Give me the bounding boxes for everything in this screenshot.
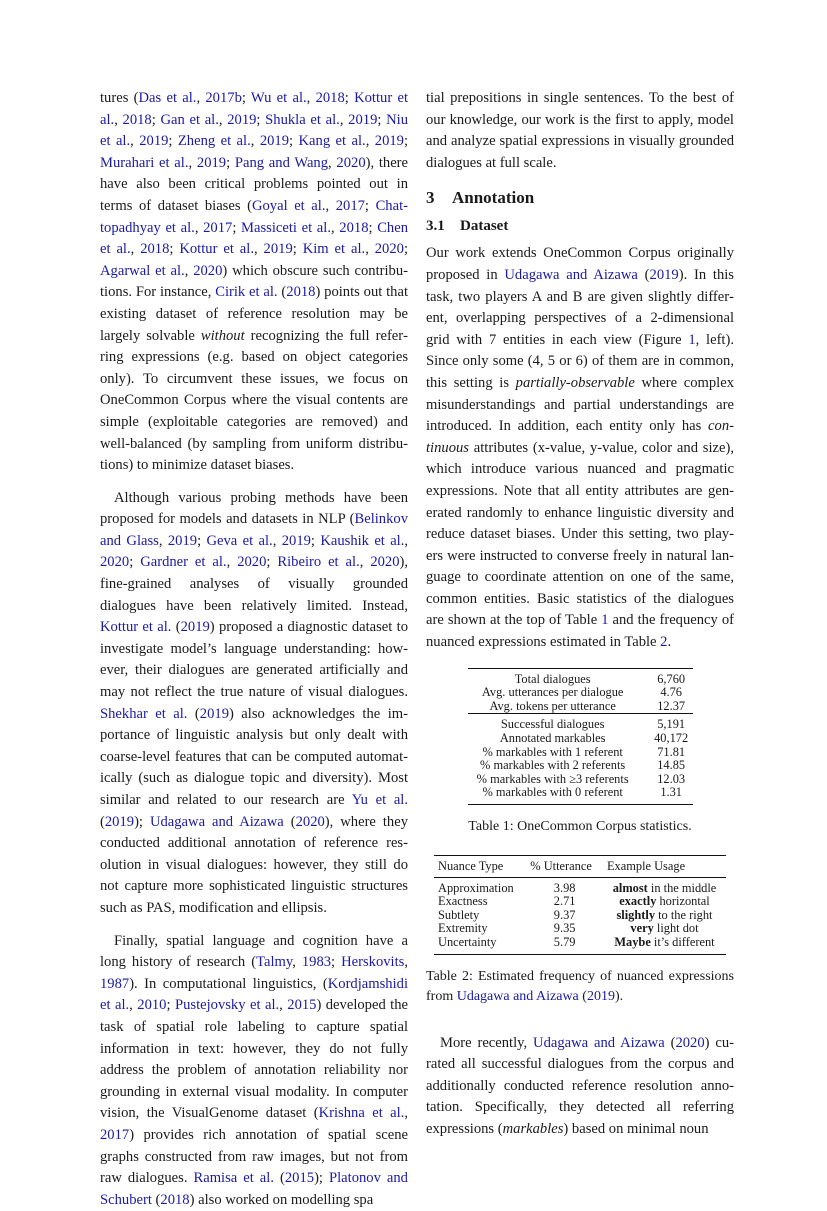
body-text: ) points out that existing dataset of reference resolution may be largely solvable — [100, 284, 408, 344]
body-text: , — [404, 532, 409, 549]
body-text: ; — [241, 90, 251, 106]
emphasis-text: markables — [502, 1120, 564, 1137]
citation-link[interactable]: Udagawa and Aizawa — [149, 813, 284, 830]
citation-link[interactable]: Cirik et al. — [215, 284, 278, 301]
citation-link[interactable]: Murahari et al. — [100, 154, 189, 171]
body-text: ); — [314, 1170, 329, 1187]
table-row — [434, 909, 726, 923]
emphasis-text: without — [200, 327, 245, 344]
citation-link[interactable]: 2017 — [335, 197, 365, 214]
citation-link[interactable]: 2019 — [139, 133, 169, 150]
body-text: ; — [232, 219, 242, 236]
body-text: , — [158, 532, 168, 549]
subsection-number: 3.1 — [426, 218, 445, 235]
body-text: ) also worked on modelling spa — [189, 1191, 374, 1208]
citation-link[interactable]: 2020 — [295, 813, 325, 830]
citation-link[interactable]: 2020 — [100, 554, 130, 571]
nuance-type: Subtlety — [438, 907, 480, 922]
example-rest: horizontal — [656, 894, 710, 909]
body-text: ; — [168, 133, 178, 150]
citation-link[interactable]: 2 — [660, 634, 668, 651]
citation-link[interactable]: 2015 — [287, 997, 317, 1014]
table-row — [468, 700, 693, 714]
body-text: ; — [289, 133, 299, 150]
body-text: , — [226, 554, 238, 571]
citation-link[interactable]: 2019 — [180, 619, 210, 636]
utterance-pct: 5.79 — [553, 934, 576, 949]
citation-link[interactable]: 2020 — [370, 554, 400, 571]
body-text: tial prepositions in single sentences. To the best of our knowledge, our work is the first to apply, model and analyze spatial expressions in visually grounded dialogues at full scale. — [426, 90, 734, 171]
emphasis-text: partially-observable — [515, 374, 635, 391]
stat-label: Avg. tokens per utterance — [489, 698, 616, 713]
body-text: ( — [100, 813, 105, 830]
body-text: , — [188, 154, 197, 171]
body-text: ) based on minimal noun — [563, 1120, 709, 1137]
citation-link[interactable]: Kottur et al. — [179, 241, 254, 258]
citation-link[interactable]: 2020 — [374, 241, 404, 258]
body-text: ( — [283, 813, 296, 830]
citation-link[interactable]: Goyal et al. — [251, 197, 326, 214]
citation-link[interactable]: 2019 — [104, 813, 135, 830]
citation-link[interactable]: 2019 — [586, 988, 615, 1004]
nuance-frequency-table — [434, 855, 726, 955]
stat-label: % markables with 0 referent — [482, 785, 623, 800]
body-text: ( — [151, 1191, 161, 1208]
citation-link[interactable]: Chen et al. — [100, 219, 409, 258]
section-number: 3 — [426, 188, 435, 208]
nuance-type: Exactness — [438, 894, 488, 909]
stat-value: 1.31 — [660, 785, 682, 800]
subsection-title: Dataset — [460, 218, 509, 235]
stat-label: Total dialogues — [514, 671, 591, 686]
citation-link[interactable]: 2019 — [649, 266, 679, 283]
body-text: ) also acknowledges the importance of linguistic analysis but only dealt with coarse-level features that can be computed automatically (such as dialogue topic and diversity). Most similar and related to our research are — [100, 705, 408, 808]
citation-link[interactable]: Yu et al. — [351, 792, 408, 808]
body-text: ; — [151, 111, 161, 128]
body-text: ; — [292, 241, 303, 258]
paragraph-probing-methods — [100, 488, 408, 920]
body-text: ( — [171, 619, 181, 636]
citation-link[interactable]: 2020 — [675, 1034, 705, 1051]
body-text: ; — [368, 219, 378, 236]
nuance-keyword: very — [630, 921, 654, 936]
right-column — [426, 88, 734, 1141]
body-text: , — [253, 241, 264, 258]
body-text: ; — [129, 554, 141, 571]
table-2 — [426, 855, 734, 1007]
body-text: ( — [637, 266, 650, 283]
body-text: , — [218, 111, 228, 128]
citation-link[interactable]: Gardner et al. — [140, 554, 227, 571]
utterance-pct: 9.37 — [553, 907, 576, 922]
body-text: recognizing the full referring expressions (e.g. based on object categories only). To circumvent these issues, we focus on OneCommon Corpus where the visual contents are simple (exploitable categories are removed) and well-balanced (by sampling from uniform distributions) to minimize dataset biases. — [100, 327, 409, 474]
citation-link[interactable]: Kang et al. — [298, 133, 366, 150]
stat-label: Annotated markables — [499, 731, 606, 746]
paragraph-dataset — [426, 243, 734, 653]
citation-link[interactable]: 2020 — [336, 154, 366, 171]
body-text: ), fine-grained analyses of visually grounded dialogues have been relatively limited. Instead, — [100, 554, 409, 614]
stat-label: % markables with 1 referent — [482, 744, 623, 759]
citation-link[interactable]: Pang and Wang — [234, 154, 329, 171]
stat-value: 4.76 — [660, 685, 682, 700]
stat-value: 12.37 — [657, 698, 686, 713]
section-title: Annotation — [452, 188, 535, 208]
table-row — [434, 877, 726, 895]
example-usage — [603, 909, 726, 923]
body-text: ) curated all successful dialogues from the corpus and additionally conducted reference resolution annotation. Specifically, they detected all referring expressions ( — [426, 1034, 734, 1137]
body-text: where complex misunderstandings and partial understandings are introduced. In addition, each entity only has — [426, 374, 735, 435]
utterance-pct: 9.35 — [553, 921, 576, 936]
body-text: ( — [664, 1034, 676, 1051]
body-text: ; — [403, 133, 409, 150]
citation-link[interactable]: Shekhar et al. — [100, 705, 188, 722]
nuance-keyword: exactly — [619, 894, 657, 909]
body-text: , — [328, 154, 337, 171]
body-text: , — [404, 954, 408, 971]
body-text: ). — [614, 988, 624, 1004]
table-row — [468, 714, 693, 732]
table-2-caption — [426, 967, 734, 1007]
body-text: , — [330, 219, 340, 236]
body-text: ) proposed a diagnostic dataset to investigate model’s language understanding: however, their dialogues are generated artificially and may not reflect the true nature of visual dialogues. — [100, 619, 408, 701]
citation-link[interactable]: 2017b — [205, 90, 242, 106]
citation-link[interactable]: 2019 — [259, 133, 290, 150]
table-row — [468, 686, 693, 700]
example-rest: light dot — [653, 921, 699, 936]
citation-link[interactable]: 1987 — [100, 975, 130, 992]
example-usage — [603, 936, 726, 954]
citation-link[interactable]: Kaushik et al. — [320, 532, 405, 549]
body-text: attributes (x-value, y-value, color and size), which introduce various nuanced and pragmatic expressions. Note that all entity attributes are generated randomly to enhance linguistic diversity and reduce dataset biases. Under this setting, two players were instructed to converse freely in natural language to coordinate attention on one of the same, common entities. Basic statistics of the dialogues are shown at the top of Table — [426, 439, 734, 629]
body-text: , — [250, 133, 260, 150]
body-text: , — [272, 532, 282, 549]
body-text: , — [129, 997, 138, 1014]
citation-link[interactable]: Geva et al. — [206, 532, 273, 549]
table-row — [468, 668, 693, 686]
table-header-row — [434, 856, 726, 878]
body-text: ; — [166, 997, 175, 1014]
body-text: Our work extends OneCommon Corpus originally proposed in — [426, 245, 734, 283]
body-text: ; — [310, 532, 321, 549]
citation-link[interactable]: 2018 — [122, 111, 152, 128]
stat-label: % markables with 2 referents — [480, 758, 626, 773]
citation-link[interactable]: Herskovits — [341, 954, 405, 971]
citation-link[interactable]: 2018 — [339, 219, 369, 236]
citation-link[interactable]: 2019 — [348, 111, 378, 128]
stat-value: 5,191 — [638, 714, 693, 732]
citation-link[interactable]: Ribeiro et al. — [277, 554, 360, 571]
body-text: , — [130, 133, 140, 150]
example-rest: to the right — [655, 907, 713, 922]
body-text: Although various probing methods have been proposed for models and datasets in NLP ( — [100, 489, 408, 528]
body-text: Finally, spatial language and cognition have a long history of research ( — [100, 932, 408, 971]
citation-link[interactable]: Kim et al. — [302, 241, 366, 258]
citation-link[interactable]: Udagawa and Aizawa — [533, 1034, 665, 1051]
table-row — [468, 759, 693, 773]
stat-value: 12.03 — [657, 771, 686, 786]
body-text: ; — [169, 241, 180, 258]
citation-link[interactable]: 2020 — [237, 554, 267, 571]
body-text: ; — [377, 111, 387, 128]
left-column — [100, 88, 408, 1211]
citation-link[interactable]: Chattopadhyay et al. — [100, 197, 409, 236]
stat-label: Successful dialogues — [468, 714, 638, 732]
citation-link[interactable]: 2019 — [374, 133, 404, 150]
citation-link[interactable]: Talmy — [256, 954, 293, 971]
table-row — [468, 786, 693, 804]
citation-link[interactable]: Udagawa and Aizawa — [504, 266, 638, 283]
subsection-heading — [426, 215, 734, 237]
body-text: , — [404, 1105, 408, 1122]
example-usage — [603, 877, 726, 895]
table-1 — [426, 668, 734, 837]
citation-link[interactable]: 2018 — [286, 284, 316, 301]
body-text: and the frequency of nuanced expressions estimated in Table — [426, 612, 734, 651]
emphasis-text: continuous — [426, 418, 734, 456]
citation-link[interactable]: 2019 — [227, 111, 257, 128]
example-usage — [603, 922, 726, 936]
citation-link[interactable]: 1 — [688, 331, 696, 348]
citation-link[interactable]: Agarwal et al. — [100, 262, 185, 279]
body-text: ; — [256, 111, 266, 128]
paragraph-spatial-prepositions — [426, 88, 734, 174]
citation-link[interactable]: Massiceti et al. — [241, 219, 331, 236]
citation-link[interactable]: Gan et al. — [160, 111, 219, 128]
body-text: ; — [226, 154, 235, 171]
header-nuance-type: Nuance Type — [434, 856, 526, 878]
body-text: , — [114, 111, 123, 128]
body-text: ), where they conducted additional annotation of reference resolution in visual dialogues: however, they still do not capture more sophisticated linguistic structures such as PAS, modification and ellipsis. — [100, 813, 408, 916]
table-row — [468, 746, 693, 760]
example-usage — [603, 895, 726, 909]
citation-link[interactable]: 2010 — [137, 997, 167, 1014]
nuance-keyword: slightly — [616, 907, 656, 922]
citation-link[interactable]: 2019 — [196, 154, 227, 171]
body-text: , — [194, 219, 204, 236]
citation-link[interactable]: 2019 — [263, 241, 293, 258]
body-text: ). In this task, two players A and B are given slightly different, overlapping perspectives of a 2-dimensional grid with 7 entities in each view (Figure — [426, 266, 734, 348]
citation-link[interactable]: Platonov and Schubert — [100, 1170, 408, 1208]
citation-link[interactable]: Udagawa and Aizawa — [456, 988, 579, 1004]
body-text: ; — [403, 241, 408, 258]
citation-link[interactable]: 2018 — [315, 90, 345, 106]
table-row — [434, 936, 726, 954]
table-row — [468, 773, 693, 787]
body-text: ; — [266, 554, 278, 571]
table-row — [434, 895, 726, 909]
body-text: ; — [344, 90, 355, 106]
stat-value: 14.85 — [657, 758, 686, 773]
citation-link[interactable]: 2017 — [203, 219, 233, 236]
citation-link[interactable]: Kordjamshidi et al. — [100, 975, 408, 1014]
body-text: , — [339, 111, 349, 128]
body-text: ( — [277, 284, 287, 301]
body-text: ; — [197, 532, 207, 549]
citation-link[interactable]: 1 — [601, 612, 609, 629]
header-utterance-pct: % Utterance — [526, 856, 603, 878]
stat-label: Avg. utterances per dialogue — [481, 685, 624, 700]
body-text: . — [667, 634, 672, 651]
body-text: ( — [187, 705, 200, 722]
body-text: , left). Since only some (4, 5 or 6) of them are in common, this setting is — [426, 331, 734, 391]
citation-link[interactable]: 2019 — [199, 705, 229, 722]
example-rest: it’s different — [650, 934, 715, 949]
nuance-keyword: almost — [612, 880, 648, 895]
citation-link[interactable]: 2020 — [193, 262, 223, 279]
citation-link[interactable]: Shukla et al. — [265, 111, 340, 128]
body-text: , — [279, 997, 288, 1014]
stat-value: 40,172 — [654, 731, 689, 746]
body-text: , — [306, 90, 316, 106]
nuance-type: Approximation — [438, 880, 514, 895]
body-text: , — [196, 90, 206, 106]
body-text: ) provides rich annotation of spatial scene graphs constructed from raw images, but not from raw dialogues. — [100, 1126, 408, 1187]
citation-link[interactable]: Kottur et al. — [100, 90, 408, 128]
body-text: ), there have also been critical problems pointed out in terms of dataset biases ( — [100, 154, 409, 214]
header-example-usage: Example Usage — [603, 856, 726, 878]
citation-link[interactable]: Zheng et al. — [177, 133, 251, 150]
citation-link[interactable]: 1983 — [301, 954, 332, 971]
body-text: ). In computational linguistics, ( — [129, 975, 328, 992]
nuance-type: Extremity — [438, 921, 488, 936]
body-text: , — [359, 554, 371, 571]
nuance-type: Uncertainty — [438, 934, 497, 949]
citation-link[interactable]: 2019 — [167, 532, 198, 549]
table-1-caption: Table 1: OneCommon Corpus statistics. — [468, 819, 692, 834]
utterance-pct: 2.71 — [553, 894, 576, 909]
citation-link[interactable]: Ramisa et al. — [193, 1170, 274, 1187]
body-text: , — [184, 262, 194, 279]
body-text: , — [130, 241, 141, 258]
citation-link[interactable]: Das et al. — [138, 90, 197, 106]
citation-link[interactable]: Krishna et al. — [318, 1105, 405, 1122]
body-text: , — [292, 954, 302, 971]
corpus-statistics-table — [468, 668, 693, 805]
citation-link[interactable]: 2019 — [281, 532, 311, 549]
citation-link[interactable]: 2015 — [284, 1170, 315, 1187]
stat-label: % markables with ≥3 referents — [476, 771, 629, 786]
citation-link[interactable]: 2017 — [100, 1126, 130, 1143]
citation-link[interactable]: 2018 — [160, 1191, 190, 1208]
stat-value: 6,760 — [657, 671, 686, 686]
table-row — [468, 732, 693, 746]
section-heading — [426, 187, 734, 209]
body-text: ) developed the task of spatial role labeling to capture spatial information in text: however, they do not fully address the problem of annotation reliability nor grounding in external visual modality. In computer vision, the VisualGenome dataset ( — [100, 997, 409, 1122]
paragraph-related-work-1 — [100, 88, 408, 477]
example-rest: in the middle — [647, 880, 717, 895]
body-text: More recently, — [440, 1034, 534, 1051]
body-text: , — [325, 197, 336, 214]
paragraph-more-recently — [426, 1033, 734, 1141]
citation-link[interactable]: Niu et al. — [100, 111, 408, 150]
citation-link[interactable]: Kottur et al. — [100, 619, 172, 636]
body-text: ); — [134, 813, 150, 830]
body-text: ) which obscure such contributions. For instance, — [100, 262, 409, 301]
body-text: tures ( — [100, 90, 139, 106]
citation-link[interactable]: Belinkov and Glass — [100, 511, 408, 549]
citation-link[interactable]: Pustejovsky et al. — [174, 997, 280, 1014]
table-row — [434, 922, 726, 936]
citation-link[interactable]: 2018 — [140, 241, 170, 258]
body-text: ( — [274, 1170, 285, 1187]
body-text: , — [365, 241, 375, 258]
citation-link[interactable]: Wu et al. — [250, 90, 307, 106]
stat-value: 71.81 — [657, 744, 686, 759]
body-text: ( — [578, 988, 587, 1004]
body-text: , — [365, 133, 375, 150]
nuance-keyword: Maybe — [614, 934, 651, 949]
body-text: ; — [331, 954, 342, 971]
utterance-pct: 3.98 — [553, 880, 576, 895]
body-text: ; — [364, 197, 376, 214]
body-text: Table 2: Estimated frequency of nuanced expressions from — [426, 968, 734, 1004]
